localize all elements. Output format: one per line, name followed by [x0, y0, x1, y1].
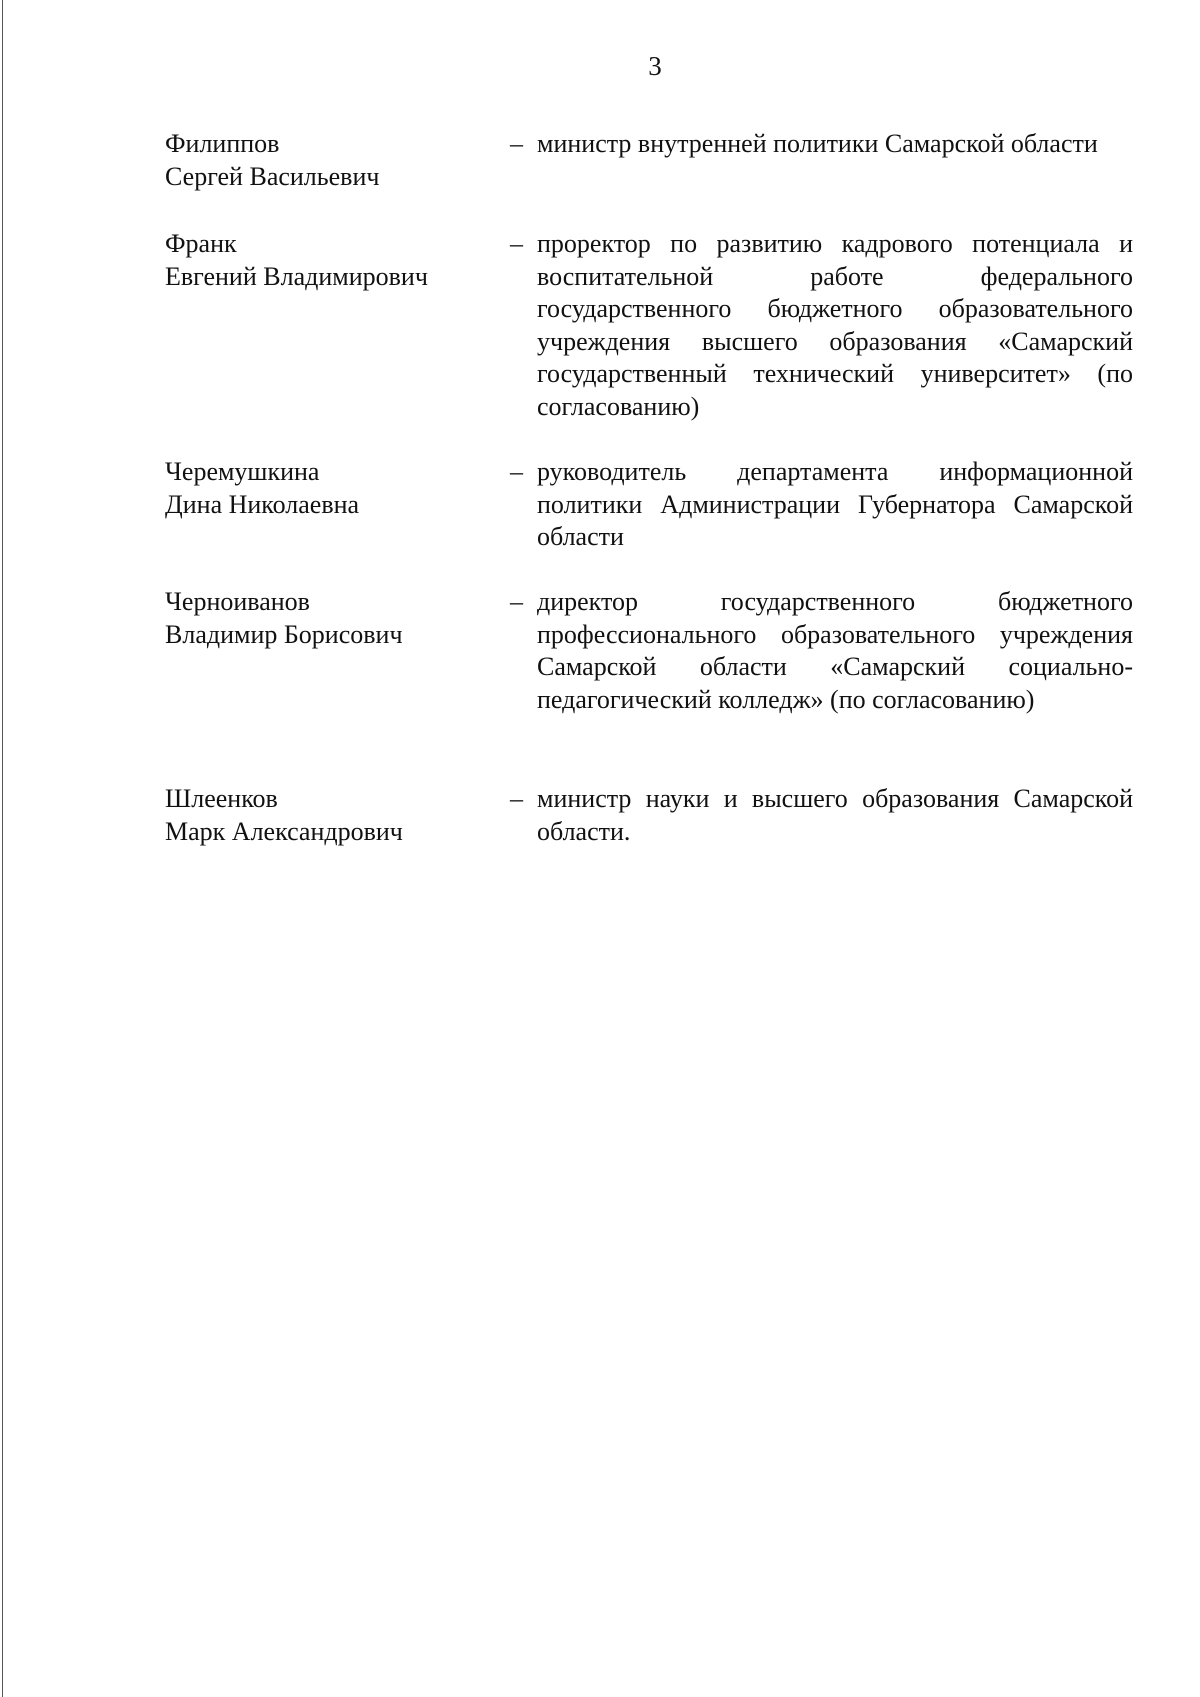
member-surname: Франк — [165, 229, 237, 258]
member-given-names: Евгений Владимирович — [165, 261, 428, 291]
scan-edge-line — [2, 0, 3, 1697]
member-position: руководитель департамента информационной политики Администрации Губернатора Самарской области — [537, 457, 1133, 551]
member-surname: Шлеенков — [165, 784, 278, 813]
member-surname: Черноиванов — [165, 587, 310, 616]
dash-separator: – — [510, 457, 523, 486]
dash-separator: – — [510, 587, 523, 616]
member-name — [165, 456, 495, 521]
member-entry — [165, 783, 1140, 853]
member-given-names: Сергей Васильевич — [165, 161, 380, 191]
page-number: 3 — [648, 51, 662, 81]
member-name — [165, 228, 495, 293]
member-position: министр внутренней политики Самарской области — [537, 129, 1098, 158]
member-entry — [165, 228, 1140, 428]
member-entry — [165, 586, 1140, 756]
member-name — [165, 586, 495, 651]
dash-separator: – — [510, 129, 523, 158]
member-name — [165, 783, 495, 848]
member-surname: Филиппов — [165, 129, 280, 158]
member-position: министр науки и высшего образования Самарской области. — [537, 784, 1133, 846]
member-given-names: Владимир Борисович — [165, 619, 403, 649]
member-position: директор государственного бюджетного профессионального образовательного учреждения Самарской области «Самарский социально-педагогический колледж» (по согласованию) — [537, 587, 1133, 714]
member-entry — [165, 128, 1140, 198]
member-name — [165, 128, 495, 193]
dash-separator: – — [510, 229, 523, 258]
member-surname: Черемушкина — [165, 457, 320, 486]
member-given-names: Дина Николаевна — [165, 489, 360, 519]
dash-separator: – — [510, 784, 523, 813]
member-position: проректор по развитию кадрового потенциала и воспитательной работе федерального государственного бюджетного образовательного учреждения высшего образования «Самарский государственный технический университет» (по согласованию) — [537, 229, 1133, 421]
member-given-names: Марк Александрович — [165, 816, 403, 846]
member-entry — [165, 456, 1140, 561]
